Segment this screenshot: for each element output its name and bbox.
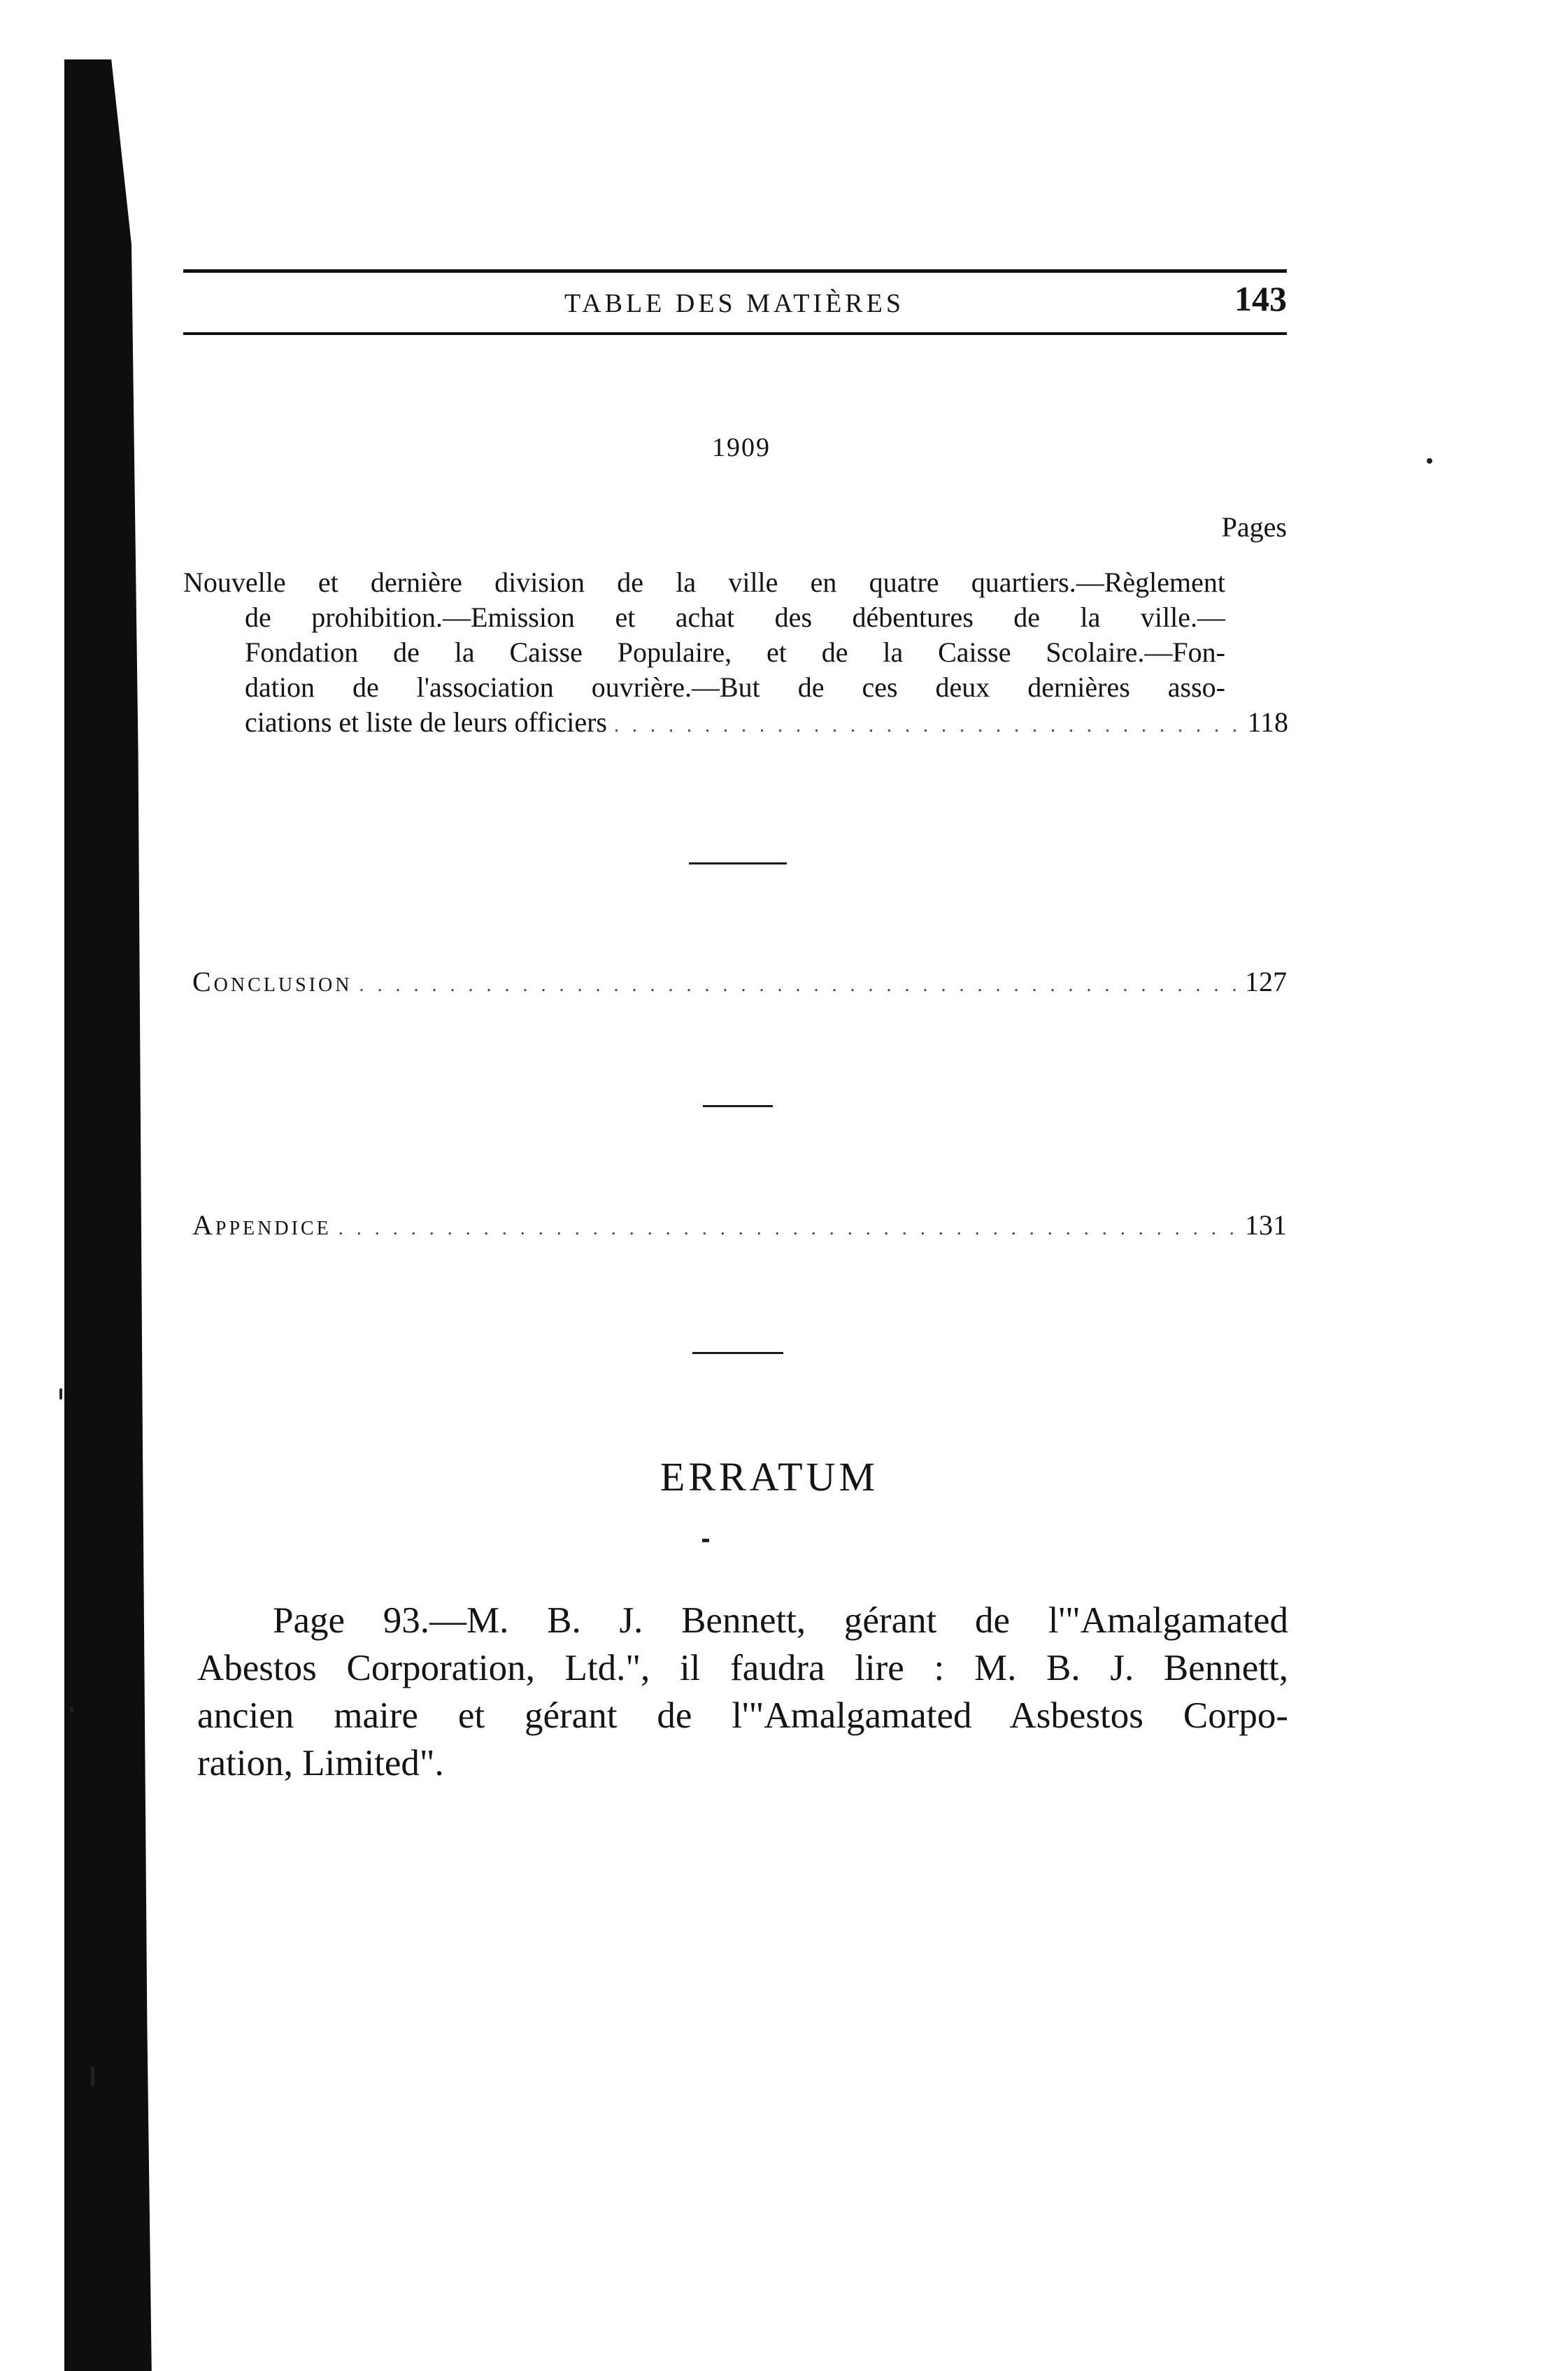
scan-speck bbox=[91, 2067, 94, 2086]
dot-leader bbox=[614, 709, 1240, 743]
toc-entry-line: Fondation de la Caisse Populaire, et de la Caisse Scolaire.—Fon- bbox=[245, 636, 1225, 668]
erratum-line: ration, Limited". bbox=[197, 1743, 444, 1783]
erratum-line: ancien maire et gérant de l'"Amalgamated Asbestos Corpo- bbox=[197, 1695, 1288, 1736]
section-year-heading: 1909 bbox=[712, 433, 771, 462]
page-number: 143 bbox=[1234, 279, 1287, 318]
toc-entry-line: de prohibition.—Emission et achat des débentures de la ville.— bbox=[245, 601, 1225, 633]
binding-edge-shadow bbox=[64, 59, 176, 2371]
erratum-line: Page 93.—M. B. J. Bennett, gérant de l'"Amalgamated bbox=[273, 1600, 1288, 1641]
toc-appendice-label: Appendice bbox=[192, 1209, 332, 1241]
section-divider bbox=[703, 1105, 773, 1107]
scan-speck bbox=[70, 1707, 73, 1713]
erratum-paragraph bbox=[197, 1597, 1288, 1787]
toc-appendice-page: 131 bbox=[1245, 1209, 1287, 1241]
toc-entry-last-line bbox=[183, 705, 1288, 740]
header-rule-top bbox=[183, 269, 1287, 273]
erratum-heading: ERRATUM bbox=[660, 1454, 879, 1500]
scan-speck bbox=[1427, 458, 1432, 464]
pages-column-label: Pages bbox=[1221, 511, 1287, 543]
toc-conclusion-label: Conclusion bbox=[192, 966, 352, 997]
scan-speck bbox=[59, 1388, 62, 1400]
section-divider bbox=[689, 862, 787, 864]
header-rule-bottom bbox=[183, 332, 1287, 335]
toc-conclusion bbox=[192, 965, 1287, 998]
section-divider bbox=[692, 1352, 783, 1354]
dot-leader bbox=[359, 974, 1238, 997]
toc-entry-line: ciations et liste de leurs officiers bbox=[245, 706, 607, 738]
toc-entry-1909 bbox=[183, 565, 1288, 740]
toc-entry-page: 118 bbox=[1247, 706, 1288, 738]
toc-conclusion-page: 127 bbox=[1245, 966, 1287, 997]
toc-appendice bbox=[192, 1209, 1287, 1241]
erratum-line: Abestos Corporation, Ltd.", il faudra lire : M. B. J. Bennett, bbox=[197, 1648, 1288, 1688]
erratum-dash bbox=[702, 1539, 709, 1542]
toc-entry-line: dation de l'association ouvrière.—But de ces deux dernières asso- bbox=[245, 671, 1225, 703]
toc-entry-line: Nouvelle et dernière division de la ville en quatre quartiers.—Règlement bbox=[183, 567, 1225, 598]
dot-leader bbox=[338, 1218, 1238, 1240]
running-title: TABLE DES MATIÈRES bbox=[564, 289, 904, 318]
